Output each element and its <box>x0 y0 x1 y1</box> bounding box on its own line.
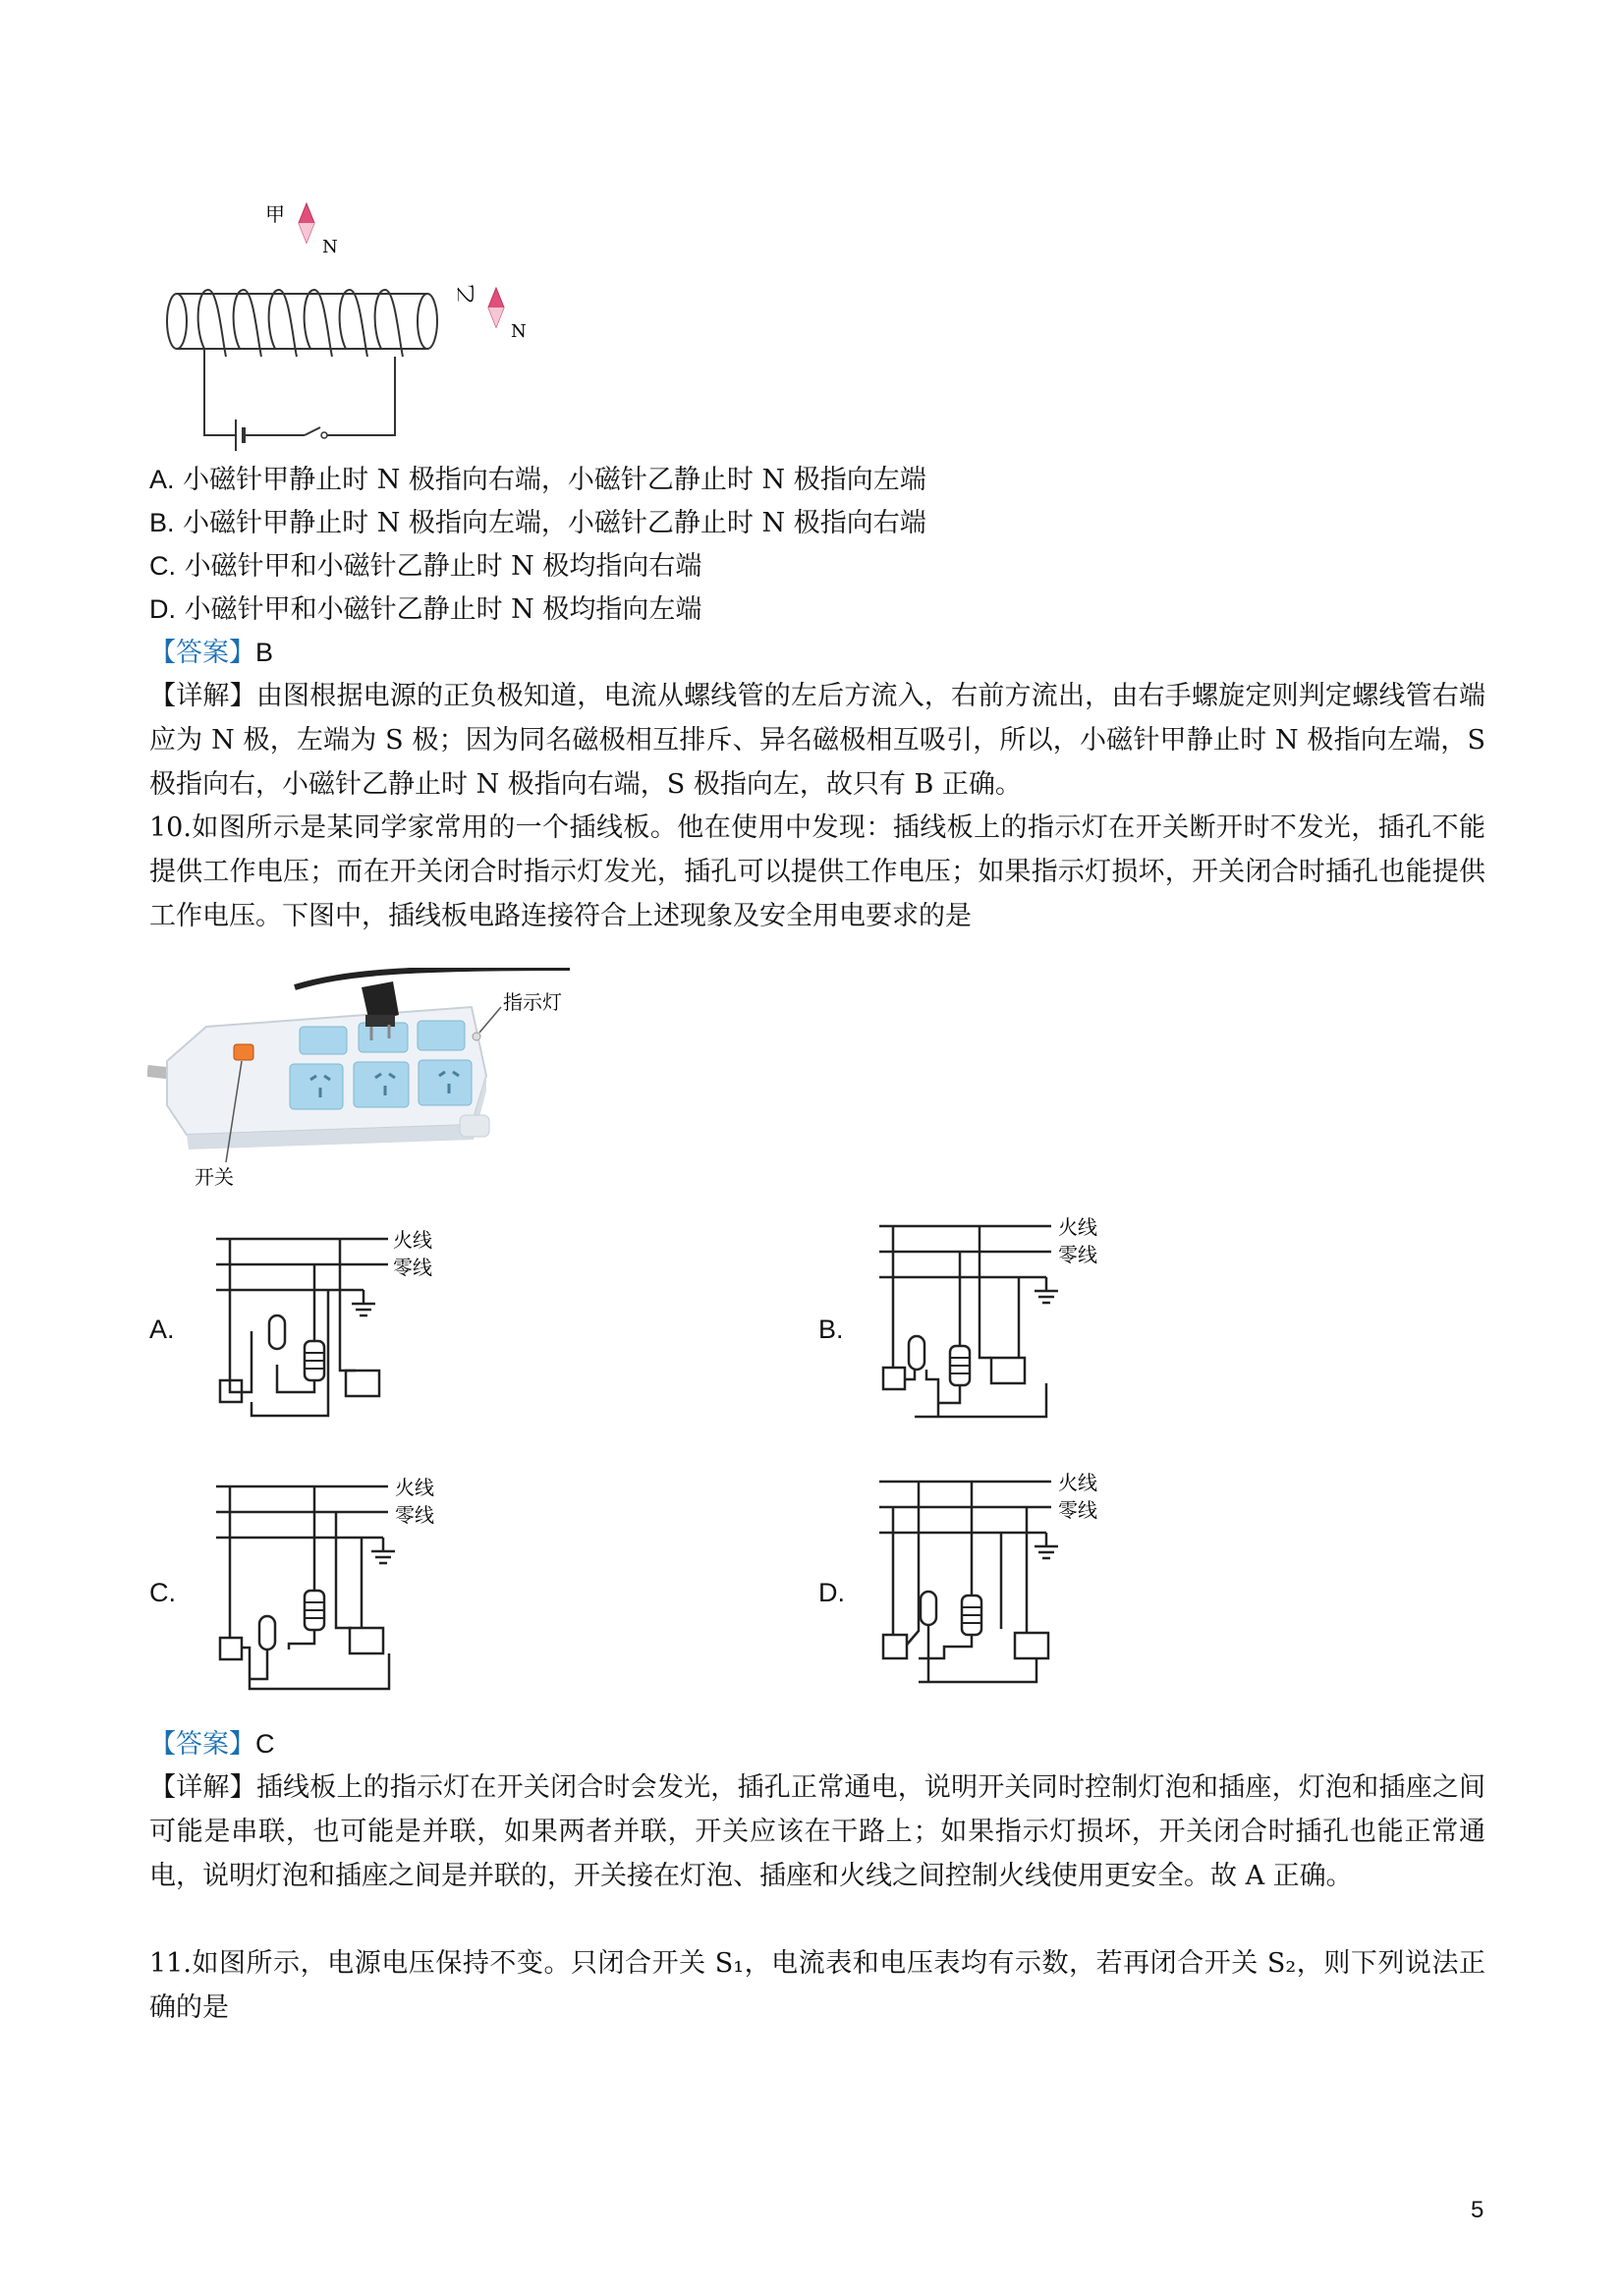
q9-detail <box>149 674 1485 807</box>
circuit-c-live: 火线 <box>395 1476 434 1499</box>
option-text: 小磁针甲和小磁针乙静止时 N 极均指向右端 <box>184 551 702 582</box>
circuit-d-live: 火线 <box>1058 1471 1097 1494</box>
circuit-option-a <box>206 1223 462 1429</box>
q9-option-b <box>149 501 926 545</box>
circuit-b-neutral: 零线 <box>1058 1243 1097 1266</box>
circuit-c-neutral: 零线 <box>395 1503 434 1527</box>
circuit-option-b <box>869 1210 1125 1446</box>
answer-tag: 【答案】 <box>149 1729 255 1760</box>
option-letter: B. <box>149 508 175 537</box>
power-strip-photo <box>147 968 580 1194</box>
q10-detail <box>149 1765 1485 1898</box>
label-jia: 甲 <box>265 202 285 226</box>
switch-label: 开关 <box>195 1165 234 1189</box>
detail-text: 插线板上的指示灯在开关闭合时会发光，插孔正常通电，说明开关同时控制灯泡和插座，灯泡和插座之间可能是串联，也可能是并联，如果两者并联，开关应该在干路上；如果指示灯损坏，开关闭合时插孔也能正常通电，说明灯泡和插座之间是并联的，开关接在灯泡、插座和火线之间控制火线使用更安全。故 A 正确。 <box>149 1772 1486 1891</box>
option-letter: C. <box>149 551 176 581</box>
switch-icon <box>234 1044 253 1060</box>
option-letter: D. <box>149 594 176 624</box>
q9-answer <box>149 631 273 675</box>
q10-answer <box>149 1722 275 1766</box>
answer-tag: 【答案】 <box>149 638 255 668</box>
q9-option-c <box>149 544 701 588</box>
circuit-option-c <box>206 1471 462 1707</box>
option-text: 小磁针甲静止时 N 极指向左端，小磁针乙静止时 N 极指向右端 <box>183 508 926 538</box>
option-letter: A. <box>149 465 175 494</box>
page-number: 5 <box>1471 2197 1484 2223</box>
answer-value: B <box>255 638 274 667</box>
answer-value: C <box>255 1729 275 1759</box>
indicator-label: 指示灯 <box>503 990 562 1014</box>
detail-text: 由图根据电源的正负极知道，电流从螺线管的左后方流入，右前方流出，由右手螺旋定则判定螺线管右端应为 N 极，左端为 S 极；因为同名磁极相互排斥、异名磁极相互吸引，所以，小磁针甲静止时 N 极指向左端，S 极指向右，小磁针乙静止时 N 极指向右端，S 极指向左，故只有 B 正确。 <box>149 681 1486 800</box>
option-text: 小磁针甲静止时 N 极指向右端，小磁针乙静止时 N 极指向左端 <box>183 465 926 495</box>
detail-tag: 【详解】 <box>149 1772 256 1803</box>
label-yi: 乙 <box>454 284 477 304</box>
solenoid-figure <box>147 192 560 452</box>
circuit-a-live: 火线 <box>393 1228 432 1252</box>
q9-option-a <box>149 458 926 502</box>
q11-stem: 11.如图所示，电源电压保持不变。只闭合开关 S₁，电流表和电压表均有示数，若再闭合开关 S₂，则下列说法正确的是 <box>149 1948 1485 2023</box>
detail-tag: 【详解】 <box>149 681 256 711</box>
circuit-b-live: 火线 <box>1058 1215 1097 1239</box>
q10-option-a-letter: A. <box>149 1315 175 1344</box>
option-text: 小磁针甲和小磁针乙静止时 N 极均指向左端 <box>184 594 702 625</box>
q9-option-d <box>149 588 701 632</box>
label-yi-n: N <box>511 321 527 342</box>
q10-option-c-letter: C. <box>149 1578 176 1607</box>
q10-option-d-letter: D. <box>818 1578 845 1607</box>
q10-option-b-letter: B. <box>818 1315 844 1344</box>
label-jia-n: N <box>322 237 338 257</box>
circuit-a-neutral: 零线 <box>393 1256 432 1279</box>
circuit-option-d <box>869 1466 1125 1702</box>
q10-stem: 10.如图所示是某同学家常用的一个插线板。他在使用中发现：插线板上的指示灯在开关断开时不发光，插孔不能提供工作电压；而在开关闭合时指示灯发光，插孔可以提供工作电压；如果指示灯损坏，开关闭合时插孔也能提供工作电压。下图中，插线板电路连接符合上述现象及安全用电要求的是 <box>149 812 1485 931</box>
circuit-d-neutral: 零线 <box>1058 1498 1097 1522</box>
